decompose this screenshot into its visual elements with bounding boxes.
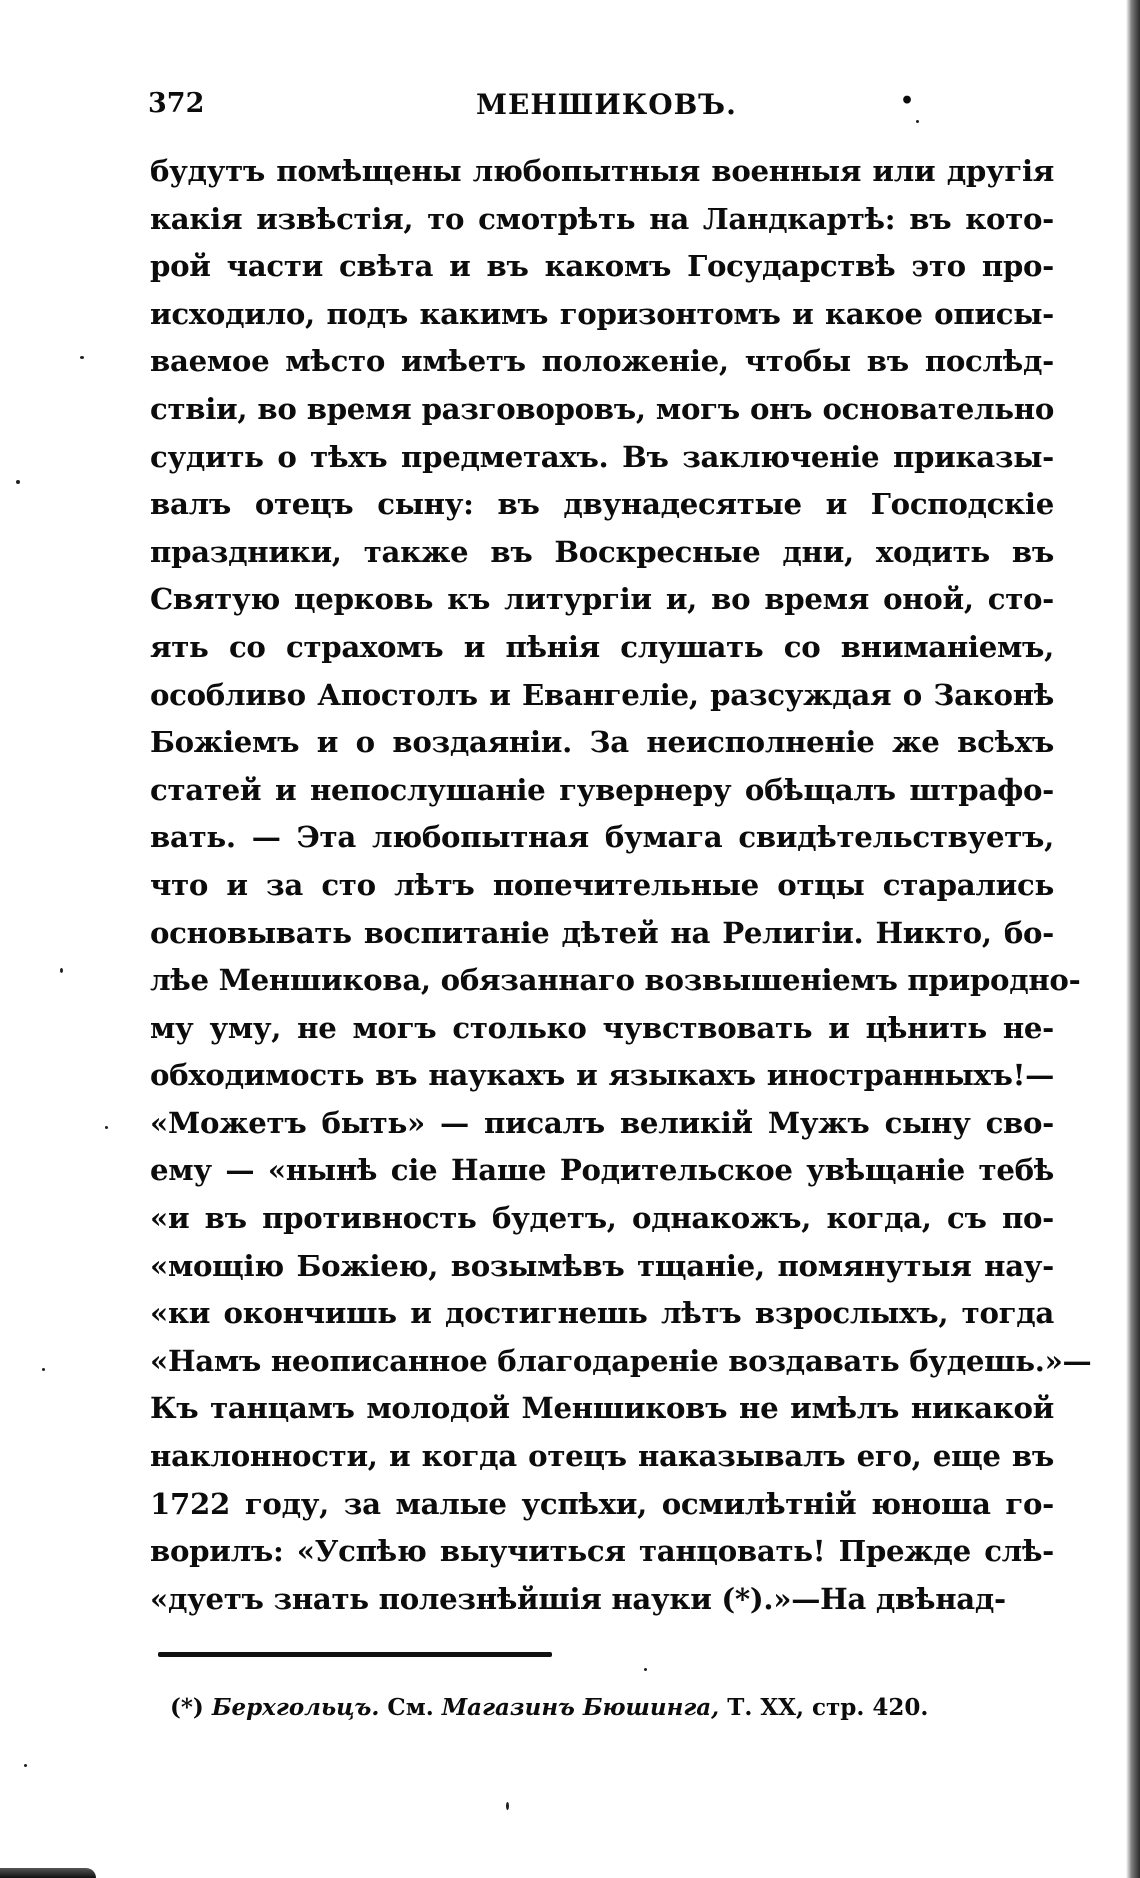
header-dot: • [900, 88, 915, 114]
text-line: ять со страхомъ и пѣнія слушать со вниманіемъ, [150, 629, 1054, 664]
text-line: 1722 году, за малые успѣхи, осмилѣтній юноша го- [150, 1486, 1054, 1521]
text-line: исходило, подъ какимъ горизонтомъ и какое описы- [150, 296, 1054, 331]
running-title: МЕНШИКОВЪ. [476, 88, 737, 121]
text-line: судить о тѣхъ предметахъ. Въ заключеніе приказы- [150, 439, 1054, 474]
text-line: «ки окончишь и достигнешь лѣтъ взрослыхъ, тогда [150, 1296, 1054, 1331]
text-line: Къ танцамъ молодой Меншиковъ не имѣлъ никакой [150, 1391, 1054, 1426]
page-number: 372 [148, 88, 205, 119]
text-line: ворилъ: «Успѣю выучиться танцовать! Прежде слѣ- [150, 1534, 1054, 1569]
scan-speck [916, 120, 919, 123]
text-line: ваемое мѣсто имѣетъ положеніе, чтобы въ послѣд- [150, 344, 1054, 379]
text-line: Святую церковь къ литургіи и, во время оной, сто- [150, 582, 1054, 617]
text-line: «Можетъ быть» — писалъ великій Мужъ сыну сво- [150, 1105, 1054, 1140]
text-line: будутъ помѣщены любопытныя военныя или другія [150, 154, 1054, 188]
footnote-reference: Т. XX, стр. 420. [727, 1694, 929, 1721]
scan-speck [42, 1368, 45, 1371]
text-line: основывать воспитаніе дѣтей на Религіи. Никто, бо- [150, 915, 1054, 950]
text-line: вать. — Эта любопытная бумага свидѣтельствуетъ, [150, 820, 1054, 855]
text-line: ствіи, во время разговоровъ, могъ онъ основательно [150, 391, 1054, 426]
scan-speck [105, 1126, 108, 1129]
text-line: «мощію Божіею, возымѣвъ тщаніе, помянутыя нау- [150, 1248, 1054, 1283]
scan-speck [24, 1764, 27, 1767]
text-line: лѣе Меншикова, обязаннаго возвышеніемъ природно- [150, 963, 1081, 998]
text-line: что и за сто лѣтъ попечительные отцы старались [150, 867, 1054, 902]
scan-speck [644, 1668, 647, 1671]
footnote-source: Магазинъ Бюшинга, [441, 1694, 720, 1721]
scan-speck [506, 1802, 509, 1810]
text-line: какія извѣстія, то смотрѣть на Ландкартѣ: въ кото- [150, 201, 1054, 236]
text-line: ему — «нынѣ сіе Наше Родительское увѣщаніе тебѣ [150, 1153, 1054, 1188]
text-line: Божіемъ и о воздаяніи. За неисполненіе же всѣхъ [150, 725, 1054, 760]
text-line: обходимость въ наукахъ и языкахъ иностранныхъ!— [150, 1058, 1054, 1093]
footnote-author: Берхгольцъ. [211, 1694, 380, 1721]
scan-shadow [0, 1868, 96, 1878]
text-line: «и въ противность будетъ, однакожъ, когда, съ по- [150, 1201, 1054, 1236]
footnote-see: См. [387, 1694, 434, 1721]
footnote-marker: (*) [170, 1694, 204, 1721]
text-line: наклонности, и когда отецъ наказывалъ его, еще въ [150, 1439, 1054, 1474]
scan-speck [80, 356, 84, 359]
text-line: «дуетъ знать полезнѣйшія науки (*).»—На двѣнад- [150, 1581, 1006, 1616]
scan-speck [16, 480, 20, 484]
text-line: особливо Апостолъ и Евангеліе, разсуждая о Законѣ [150, 677, 1054, 712]
scan-speck [60, 968, 63, 973]
footnote [170, 1694, 928, 1721]
page-header [148, 88, 1042, 128]
text-line: му уму, не могъ столько чувствовать и цѣнить не- [150, 1010, 1054, 1045]
footnote-rule [158, 1652, 552, 1657]
text-line: валъ отецъ сыну: въ двунадесятые и Господскіе [150, 487, 1054, 522]
text-line: праздники, также въ Воскресные дни, ходить въ [150, 534, 1054, 569]
body-text [150, 148, 1092, 1623]
text-line: «Намъ неописанное благодареніе воздавать будешь.»— [150, 1343, 1092, 1378]
page-edge-shadow [1126, 0, 1140, 1878]
text-line: статей и непослушаніе гувернеру обѣщалъ штрафо- [150, 772, 1054, 807]
text-line: рой части свѣта и въ какомъ Государствѣ это про- [150, 249, 1054, 284]
